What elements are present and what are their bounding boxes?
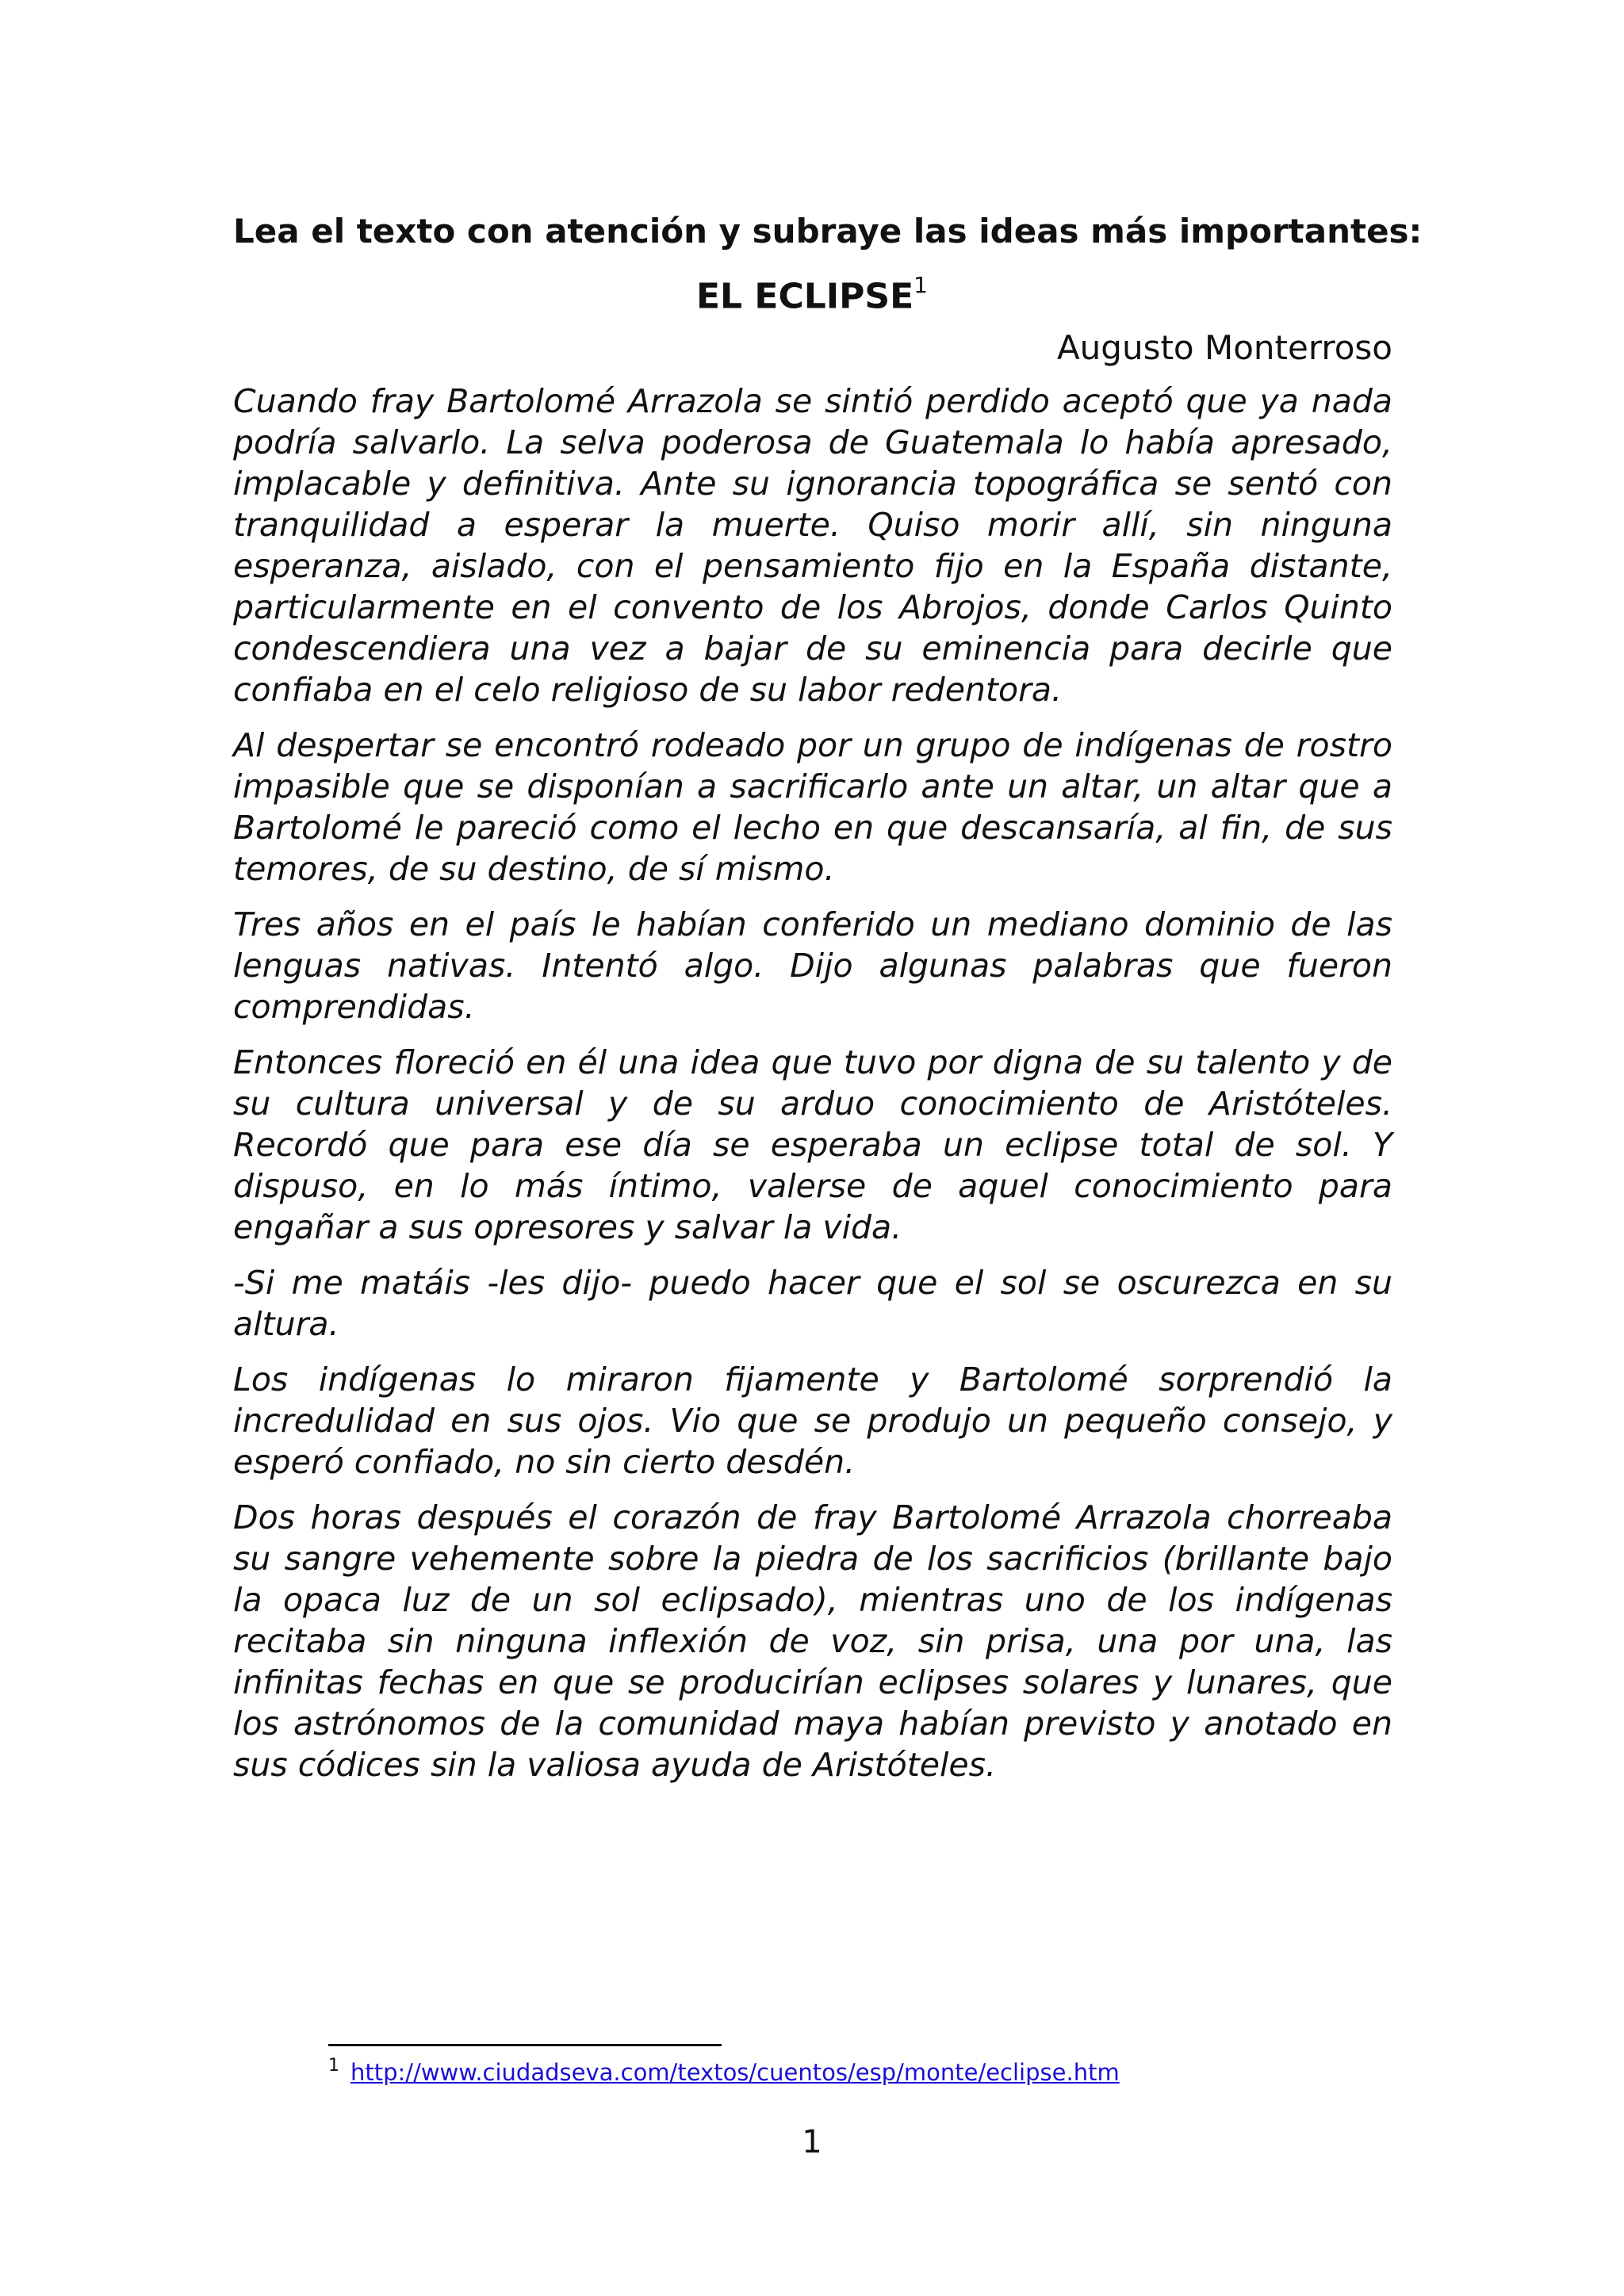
footnote-marker: 1 xyxy=(328,2056,339,2076)
story-title-text: EL ECLIPSE xyxy=(696,276,914,317)
story-paragraph: -Si me matáis -les dijo- puedo hacer que el sol se oscurezca en su altura. xyxy=(233,1264,1392,1343)
story-paragraph: Cuando fray Bartolomé Arrazola se sintió perdido aceptó que ya nada podría salvarlo. La selva poderosa de Guatemala lo había apresado, implacable y definitiva. Ante su ignorancia topográfica se sentó con tranquilidad a esperar la muerte. Quiso morir allí, sin ninguna esperanza, aislado, con el pensamiento fijo en la España distante, particularmente en el convento de los Abrojos, donde Carlos Quinto condescendiera una vez a bajar de su eminencia para decirle que confiaba en el celo religioso de su labor redentora. xyxy=(233,382,1392,709)
title-footnote-marker[interactable]: 1 xyxy=(914,272,928,298)
page-number: 1 xyxy=(802,2124,822,2160)
story-paragraph: Entonces floreció en él una idea que tuvo por digna de su talento y de su cultura universal y de su arduo conocimiento de Aristóteles. Recordó que para ese día se esperaba un eclipse total de sol. Y dispuso, en lo más íntimo, valerse de aquel conocimiento para engañar a sus opresores y salvar la vida. xyxy=(233,1043,1392,1246)
footnote xyxy=(328,2053,1120,2095)
story-paragraph: Dos horas después el corazón de fray Bartolomé Arrazola chorreaba su sangre vehemente sobre la piedra de los sacrificios (brillante bajo la opaca luz de un sol eclipsado), mientras uno de los indígenas recitaba sin ninguna inflexión de voz, sin prisa, una por una, las infinitas fechas en que se producirían eclipses solares y lunares, que los astrónomos de la comunidad maya habían previsto y anotado en sus códices sin la valiosa ayuda de Aristóteles. xyxy=(233,1498,1392,1784)
story-title xyxy=(0,263,1624,323)
story-body xyxy=(233,381,1392,1800)
footnote-source-link[interactable]: http://www.ciudadseva.com/textos/cuentos/esp/monte/eclipse.htm xyxy=(350,2059,1120,2086)
story-paragraph: Tres años en el país le habían conferido un mediano dominio de las lenguas nativas. Intentó algo. Dijo algunas palabras que fueron comprendidas. xyxy=(233,905,1392,1026)
footnote-separator xyxy=(328,2044,722,2046)
instruction-heading: Lea el texto con atención y subraye las ideas más importantes: xyxy=(233,212,1423,251)
author-name: Augusto Monterroso xyxy=(1056,328,1392,367)
story-paragraph: Los indígenas lo miraron fijamente y Bartolomé sorprendió la incredulidad en sus ojos. Vio que se produjo un pequeño consejo, y esperó confiado, no sin cierto desdén. xyxy=(233,1360,1392,1481)
story-paragraph: Al despertar se encontró rodeado por un grupo de indígenas de rostro impasible que se disponían a sacrificarlo ante un altar, un altar que a Bartolomé le pareció como el lecho en que descansaría, al fin, de sus temores, de su destino, de sí mismo. xyxy=(233,726,1392,888)
